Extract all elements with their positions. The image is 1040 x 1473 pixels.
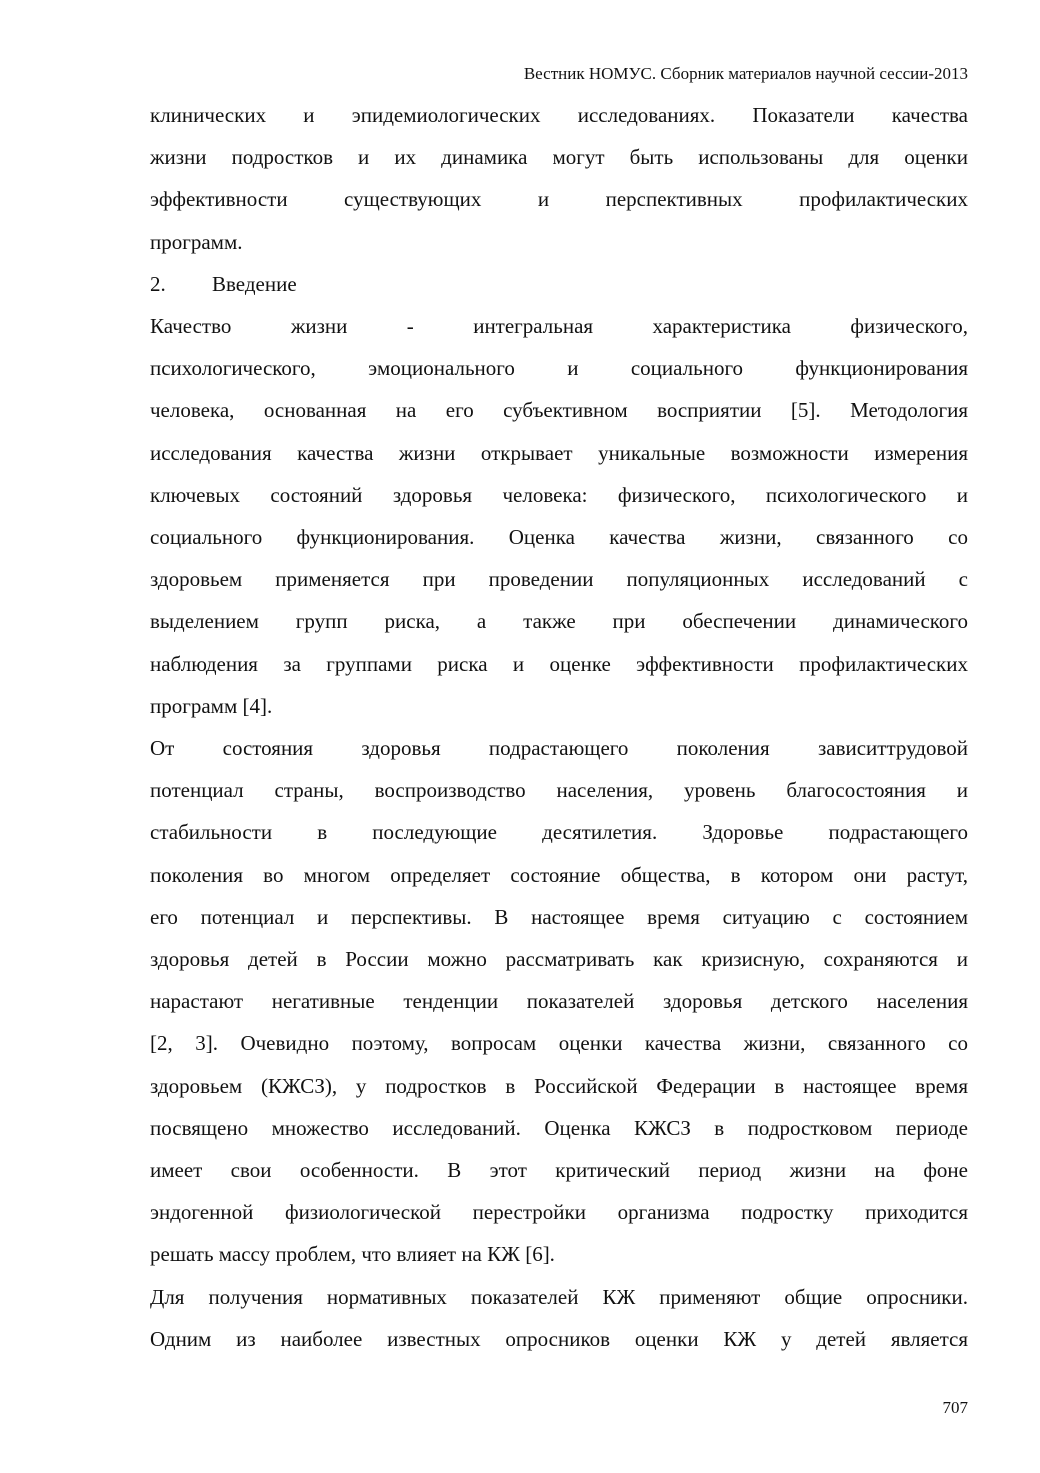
text-line: здоровьем применяется при проведении популяционных исследований с bbox=[150, 567, 968, 592]
section-title: Введение bbox=[212, 271, 297, 296]
text-line: наблюдения за группами риска и оценке эффективности профилактических bbox=[150, 651, 968, 676]
running-header: Вестник НОМУС. Сборник материалов научной сессии-2013 bbox=[523, 64, 968, 83]
paragraph-questionnaires bbox=[150, 1276, 968, 1360]
paragraph-quality-of-life bbox=[150, 305, 968, 727]
text-line: исследования качества жизни открывает уникальные возможности измерения bbox=[150, 440, 968, 465]
text-line: жизни подростков и их динамика могут быть использованы для оценки bbox=[150, 145, 968, 170]
text-line: здоровьем (КЖСЗ), у подростков в Российской Федерации в настоящее время bbox=[150, 1073, 968, 1098]
text-line: социального функционирования. Оценка качества жизни, связанного со bbox=[150, 525, 968, 550]
text-line: Одним из наиболее известных опросников оценки КЖ у детей является bbox=[150, 1326, 968, 1351]
paragraph-youth-health bbox=[150, 727, 968, 1276]
text-line: его потенциал и перспективы. В настоящее время ситуацию с состоянием bbox=[150, 904, 968, 929]
text-line: эффективности существующих и перспективных профилактических bbox=[150, 187, 968, 212]
text-line: эндогенной физиологической перестройки организма подростку приходится bbox=[150, 1200, 968, 1225]
text-line: ключевых состояний здоровья человека: физического, психологического и bbox=[150, 482, 968, 507]
text-line: стабильности в последующие десятилетия. Здоровье подрастающего bbox=[150, 820, 968, 845]
text-line: программ [4]. bbox=[150, 693, 273, 718]
text-line: От состояния здоровья подрастающего поколения зависиттрудовой bbox=[150, 736, 968, 761]
text-line: психологического, эмоционального и социального функционирования bbox=[150, 356, 968, 381]
text-line: Качество жизни - интегральная характеристика физического, bbox=[150, 314, 968, 339]
text-line: Для получения нормативных показателей КЖ применяют общие опросники. bbox=[150, 1284, 968, 1309]
text-line: программ. bbox=[150, 229, 243, 254]
page-number: 707 bbox=[942, 1398, 968, 1417]
text-line: посвящено множество исследований. Оценка КЖСЗ в подростковом периоде bbox=[150, 1115, 968, 1140]
text-line: [2, 3]. Очевидно поэтому, вопросам оценки качества жизни, связанного со bbox=[150, 1031, 968, 1056]
section-number: 2. bbox=[150, 271, 166, 296]
section-heading bbox=[150, 263, 968, 305]
text-line: имеет свои особенности. В этот критический период жизни на фоне bbox=[150, 1158, 968, 1183]
page-body bbox=[150, 94, 968, 1360]
text-line: потенциал страны, воспроизводство населения, уровень благосостояния и bbox=[150, 778, 968, 803]
paragraph-continuation bbox=[150, 94, 968, 263]
text-line: выделением групп риска, а также при обеспечении динамического bbox=[150, 609, 968, 634]
text-line: клинических и эпидемиологических исследованиях. Показатели качества bbox=[150, 103, 968, 127]
text-line: поколения во многом определяет состояние общества, в котором они растут, bbox=[150, 862, 968, 887]
text-line: здоровья детей в России можно рассматривать как кризисную, сохраняются и bbox=[150, 947, 968, 972]
text-line: нарастают негативные тенденции показателей здоровья детского населения bbox=[150, 989, 968, 1014]
text-line: человека, основанная на его субъективном восприятии [5]. Методология bbox=[150, 398, 968, 423]
text-line: решать массу проблем, что влияет на КЖ [6]. bbox=[150, 1242, 555, 1267]
